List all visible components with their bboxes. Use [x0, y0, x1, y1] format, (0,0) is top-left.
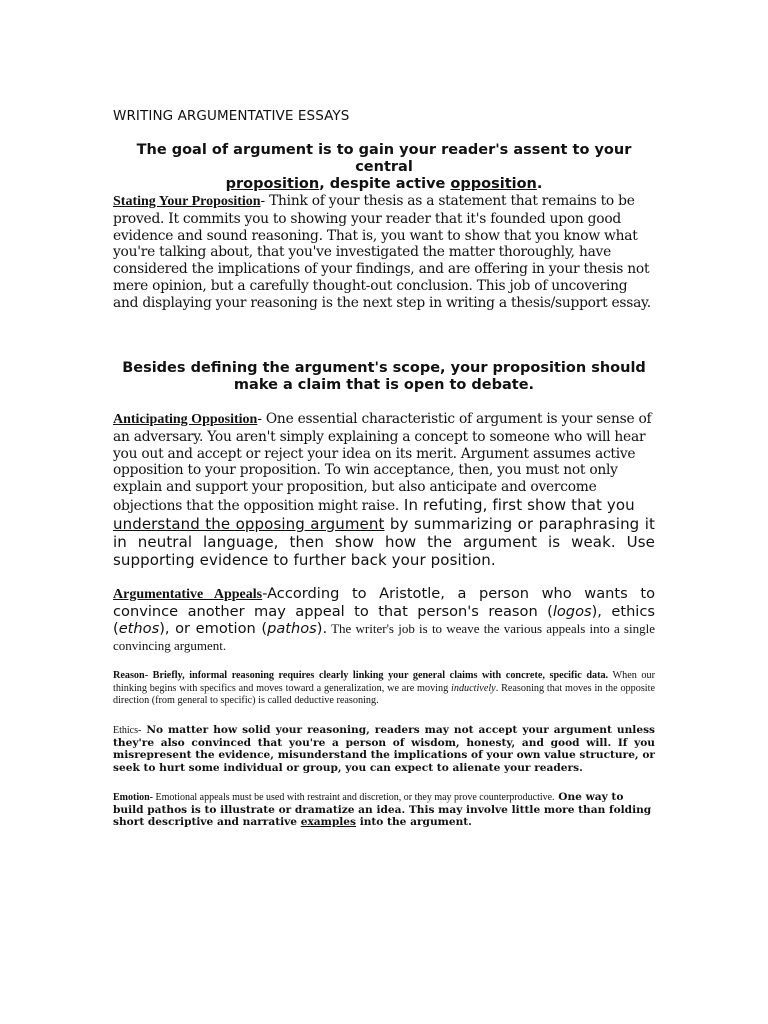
goal-heading-text-3: .	[536, 176, 543, 192]
appeals-body-2: ), ethics (	[113, 603, 655, 637]
argumentative-appeals-paragraph	[113, 585, 655, 654]
anticipating-opposition-paragraph	[113, 411, 655, 569]
ethics-body: No matter how solid your reasoning, readers may not accept your argument unless they're also convinced that you're a person of wisdom, honesty, and good will. If you misrepresent the evidence, misunderstand the implications of your own value structure, or seek to hurt some individual or group, you can expect to alienate your readers.	[113, 724, 655, 774]
emotion-lead: Emotion-	[113, 792, 153, 803]
appeals-body-1: -According to Aristotle, a person who wants to convince another may appeal to that person's reason (	[113, 585, 655, 620]
appeals-body-3: ), or emotion (	[159, 620, 268, 637]
refuting-text-2: by summarizing or paraphrasing it in neutral language, then show how the argument is weak. Use supporting evidence to further back your position.	[113, 514, 655, 569]
anticipating-opposition-lead: Anticipating Opposition	[113, 412, 258, 427]
opposition-term: opposition	[450, 176, 537, 192]
goal-heading-text: The goal of argument is to gain your reader's assent to your central	[136, 142, 632, 175]
emotion-body-1: One way to build pathos is to illustrate or dramatize an idea. This may involve little more than folding short descriptive and narrative	[113, 791, 652, 829]
goal-heading	[113, 142, 655, 193]
inductively-term: inductively	[451, 682, 496, 694]
ethos-term: ethos	[118, 620, 160, 637]
scope-heading: Besides defining the argument's scope, your proposition should make a claim that is open to debate.	[122, 360, 646, 393]
reason-paragraph	[113, 670, 655, 708]
emotion-paragraph	[113, 791, 655, 829]
ethics-lead: Ethics-	[113, 725, 142, 736]
emotion-body-2: into the argument.	[356, 816, 472, 829]
argumentative-appeals-lead: Argumentative Appeals	[113, 587, 263, 602]
opposing-argument-term: understand the opposing argument	[113, 514, 385, 533]
emotion-normal-text: Emotional appeals must be used with restraint and discretion, or they may prove counterproductive.	[153, 792, 555, 803]
pathos-term: pathos	[267, 620, 317, 637]
ethics-paragraph	[113, 724, 655, 774]
stating-proposition-body: - Think of your thesis as a statement that remains to be proved. It commits you to showing your reader that it's founded upon good evidence and sound reasoning. That is, you want to show that you know what you're talking about, that you've investigated the matter thoroughly, have considered the implications of your findings, and are offering in your thesis not mere opinion, but a carefully thought-out conclusion. This job of uncovering and displaying your reasoning is the next step in writing a thesis/support essay.	[113, 193, 651, 311]
refuting-block	[113, 515, 655, 569]
proposition-term: proposition	[225, 176, 320, 192]
appeals-body-4: ).	[316, 620, 328, 637]
stating-proposition-paragraph	[113, 193, 655, 312]
appeals-small-text: The writer's job is to weave the various appeals into a single convincing argument.	[113, 621, 655, 653]
goal-heading-text-2: , despite active	[319, 176, 451, 192]
reason-body-1: When our thinking begins with specifics and moves toward a generalization, we are moving	[113, 670, 655, 694]
examples-term: examples	[300, 816, 356, 829]
stating-proposition-lead: Stating Your Proposition	[113, 194, 261, 209]
anticipating-opposition-body: - One essential characteristic of argument is your sense of an adversary. You aren't simply explaining a concept to someone who will hear you out and accept or reject your idea on its merit. Argument assumes active opposition to your proposition. To win acceptance, then, you must not only explain and support your proposition, but also anticipate and overcome objections that the opposition might raise.	[113, 411, 652, 514]
document-title: WRITING ARGUMENTATIVE ESSAYS	[113, 108, 350, 124]
reason-body-2: . Reasoning that moves in the opposite direction (from general to specific) is called deductive reasoning.	[113, 682, 655, 706]
reason-lead: Reason- Briefly, informal reasoning requires clearly linking your general claims with concrete, specific data.	[113, 670, 609, 681]
logos-term: logos	[552, 603, 592, 620]
refuting-text: In refuting, first show that you	[399, 495, 635, 514]
